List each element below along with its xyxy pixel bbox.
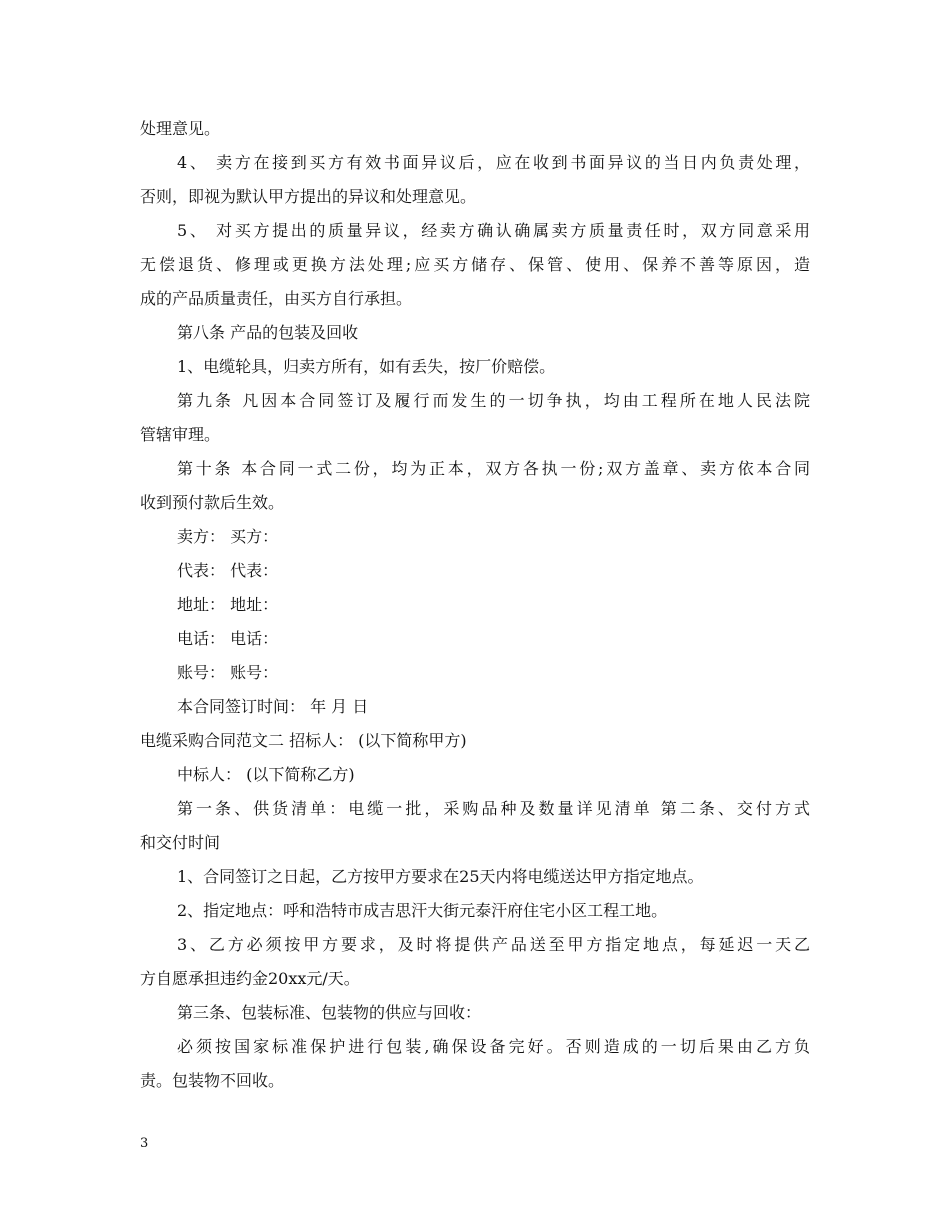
paragraph-line: 收到预付款后生效。 <box>140 493 285 512</box>
paragraph-line: 3、乙方必须按甲方要求，及时将提供产品送至甲方指定地点，每延迟一天乙 <box>177 935 810 954</box>
paragraph-line: 处理意见。 <box>140 119 221 138</box>
signature-field: 地址： 地址： <box>177 595 279 614</box>
paragraph-line: 必须按国家标准保护进行包装,确保设备完好。否则造成的一切后果由乙方负 <box>177 1037 810 1056</box>
section-heading: 电缆采购合同范文二 招标人： (以下简称甲方) <box>140 731 467 750</box>
section-heading: 第八条 产品的包装及回收 <box>177 323 359 342</box>
paragraph-line: 4、 卖方在接到买方有效书面异议后，应在收到书面异议的当日内负责处理， <box>177 153 810 172</box>
page-number: 3 <box>140 1136 149 1151</box>
section-heading: 第三条、包装标准、包装物的供应与回收： <box>177 1003 482 1022</box>
paragraph-line: 否则，即视为默认甲方提出的异议和处理意见。 <box>140 187 477 206</box>
paragraph-line: 和交付时间 <box>140 833 221 852</box>
paragraph-line: 中标人： (以下简称乙方) <box>177 765 355 784</box>
paragraph-line: 1、电缆轮具，归卖方所有，如有丢失，按厂价赔偿。 <box>177 357 556 376</box>
signing-date-field: 本合同签订时间： 年 月 日 <box>177 697 369 716</box>
signature-field: 卖方： 买方： <box>177 527 279 546</box>
paragraph-line: 方自愿承担违约金20xx元/天。 <box>140 969 360 988</box>
signature-field: 账号： 账号： <box>177 663 279 682</box>
signature-field: 电话： 电话： <box>177 629 279 648</box>
paragraph-line: 管辖审理。 <box>140 425 221 444</box>
signature-field: 代表： 代表： <box>177 561 279 580</box>
paragraph-line: 第九条 凡因本合同签订及履行而发生的一切争执，均由工程所在地人民法院 <box>177 391 810 410</box>
paragraph-line: 责。包装物不回收。 <box>140 1071 285 1090</box>
paragraph-line: 第一条、供货清单：电缆一批，采购品种及数量详见清单 第二条、交付方式 <box>177 799 810 818</box>
paragraph-line: 1、合同签订之日起，乙方按甲方要求在25天内将电缆送达甲方指定地点。 <box>177 867 704 886</box>
paragraph-line: 第十条 本合同一式二份，均为正本，双方各执一份;双方盖章、卖方依本合同 <box>177 459 810 478</box>
paragraph-line: 2、指定地点：呼和浩特市成吉思汗大街元泰汗府住宅小区工程工地。 <box>177 901 668 920</box>
paragraph-line: 成的产品质量责任，由买方自行承担。 <box>140 289 413 308</box>
paragraph-line: 无偿退货、修理或更换方法处理;应买方储存、保管、使用、保养不善等原因，造 <box>140 255 810 274</box>
paragraph-line: 5、 对买方提出的质量异议，经卖方确认确属卖方质量责任时，双方同意采用 <box>177 221 810 240</box>
